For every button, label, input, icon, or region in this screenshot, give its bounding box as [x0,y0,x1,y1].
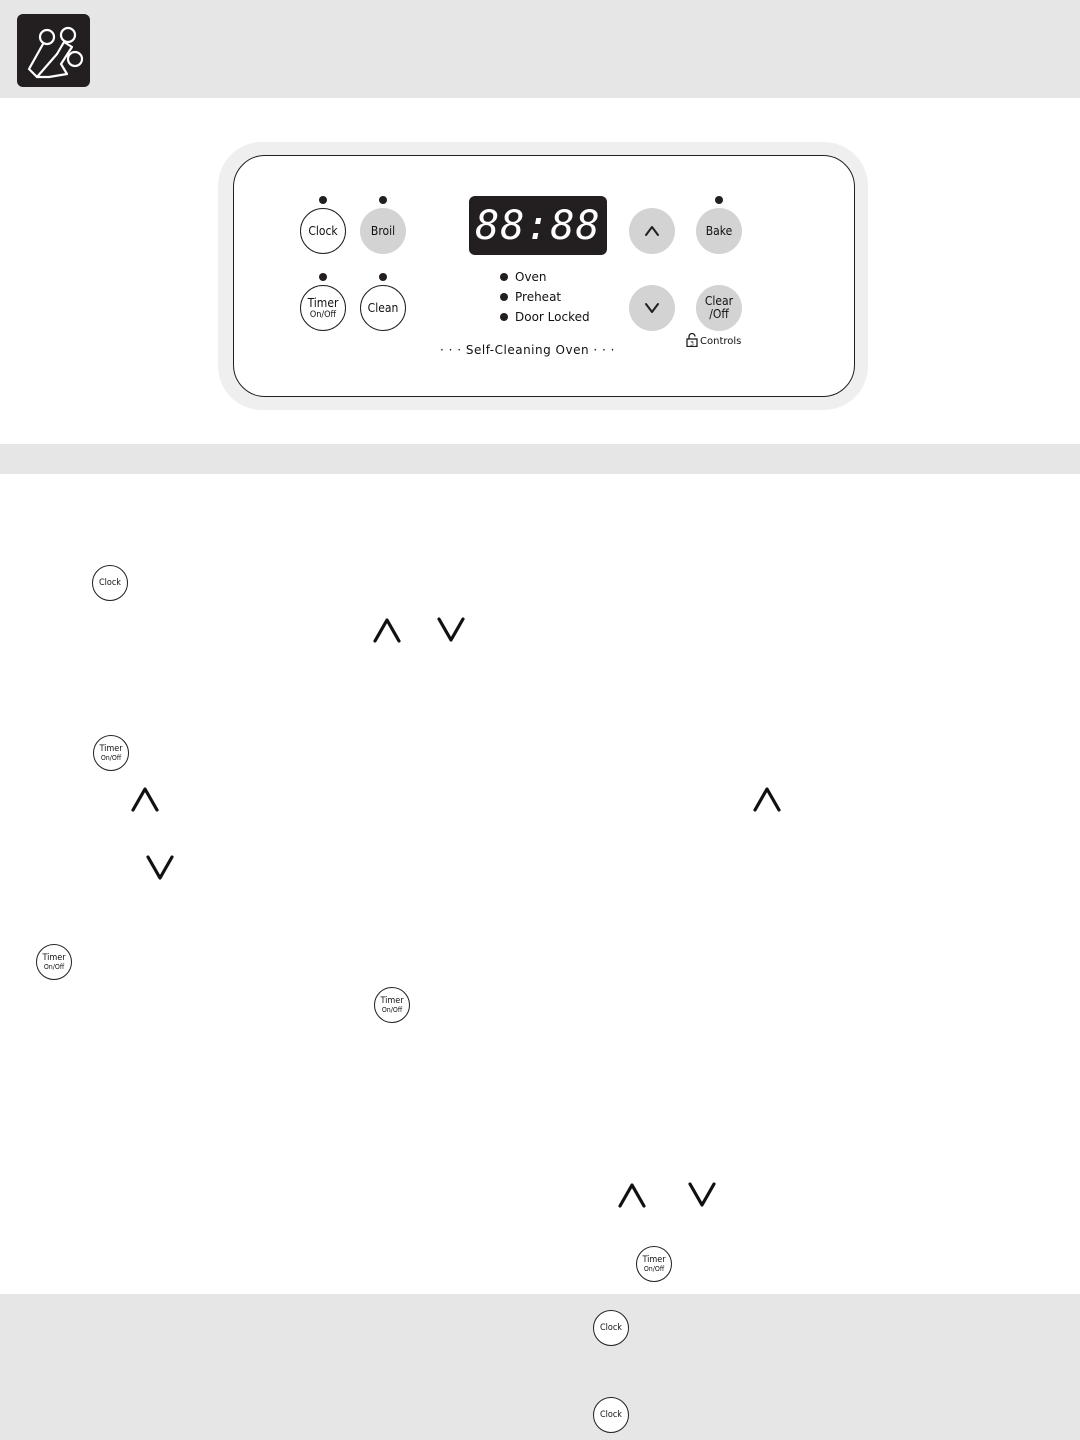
clock-button[interactable] [300,208,346,254]
clock-icon-label: Clock [600,1409,622,1420]
clean-button-label: Clean [367,300,399,315]
clock-button-label: Clock [308,223,338,238]
svg-text:3: 3 [689,339,695,347]
door-locked-indicator-label: Door Locked [515,310,590,324]
lock-controls-label [686,332,741,347]
clock-button-icon [593,1310,629,1346]
timer-icon-sublabel: On/Off [381,1005,403,1014]
timer-button-icon [36,944,72,980]
up-arrow-icon [644,225,660,237]
door-locked-indicator-dot [500,313,508,321]
bake-button-label: Bake [705,223,733,238]
timer-icon-sublabel: On/Off [643,1264,665,1273]
timer-button[interactable] [300,285,346,331]
up-arrow-icon [372,615,402,645]
timer-icon-label: Timer [99,743,123,754]
header-band [0,0,1080,98]
down-arrow-icon [644,302,660,314]
clear-button-sublabel: /Off [709,307,729,321]
oven-indicator-label: Oven [515,270,547,284]
clock-icon-label: Clock [600,1322,622,1333]
clear-button-label: Clear [704,294,734,308]
bake-button[interactable] [696,208,742,254]
timer-button-label: Timer [307,295,339,310]
down-arrow-icon [145,853,175,883]
broil-indicator-dot [379,196,387,204]
broil-button[interactable] [360,208,406,254]
up-arrow-icon [752,784,782,814]
self-cleaning-oven-label: · · · Self-Cleaning Oven · · · [440,343,615,357]
clock-button-icon [92,565,128,601]
oven-indicator [500,270,547,284]
up-arrow-icon [130,784,160,814]
preheat-indicator [500,290,561,304]
down-arrow-icon [687,1180,717,1210]
footer-band [0,1294,1080,1440]
preheat-indicator-label: Preheat [515,290,562,304]
timer-icon-sublabel: On/Off [100,753,122,762]
clock-button-icon [593,1397,629,1433]
timer-icon-label: Timer [42,952,66,963]
up-arrow-button[interactable] [629,208,675,254]
timer-button-icon [93,735,129,771]
bake-indicator-dot [715,196,723,204]
section-band [0,444,1080,474]
timer-button-icon [374,987,410,1023]
lock-icon [686,332,698,347]
timer-icon-label: Timer [642,1254,666,1265]
oven-indicator-dot [500,273,508,281]
preheat-indicator-dot [500,293,508,301]
controls-text: Controls [700,336,742,347]
clean-button[interactable] [360,285,406,331]
down-arrow-icon [436,615,466,645]
timer-icon-label: Timer [380,995,404,1006]
clear-off-button[interactable] [696,285,742,331]
digital-display: 88:88 [469,196,607,255]
timer-button-icon [636,1246,672,1282]
down-arrow-button[interactable] [629,285,675,331]
timer-button-sublabel: On/Off [309,309,337,320]
hand-touch-icon [17,14,90,87]
timer-indicator-dot [319,273,327,281]
timer-icon-sublabel: On/Off [43,962,65,971]
broil-button-label: Broil [370,223,396,238]
door-locked-indicator [500,310,590,324]
up-arrow-icon [617,1180,647,1210]
clean-indicator-dot [379,273,387,281]
clock-indicator-dot [319,196,327,204]
clock-icon-label: Clock [99,577,121,588]
